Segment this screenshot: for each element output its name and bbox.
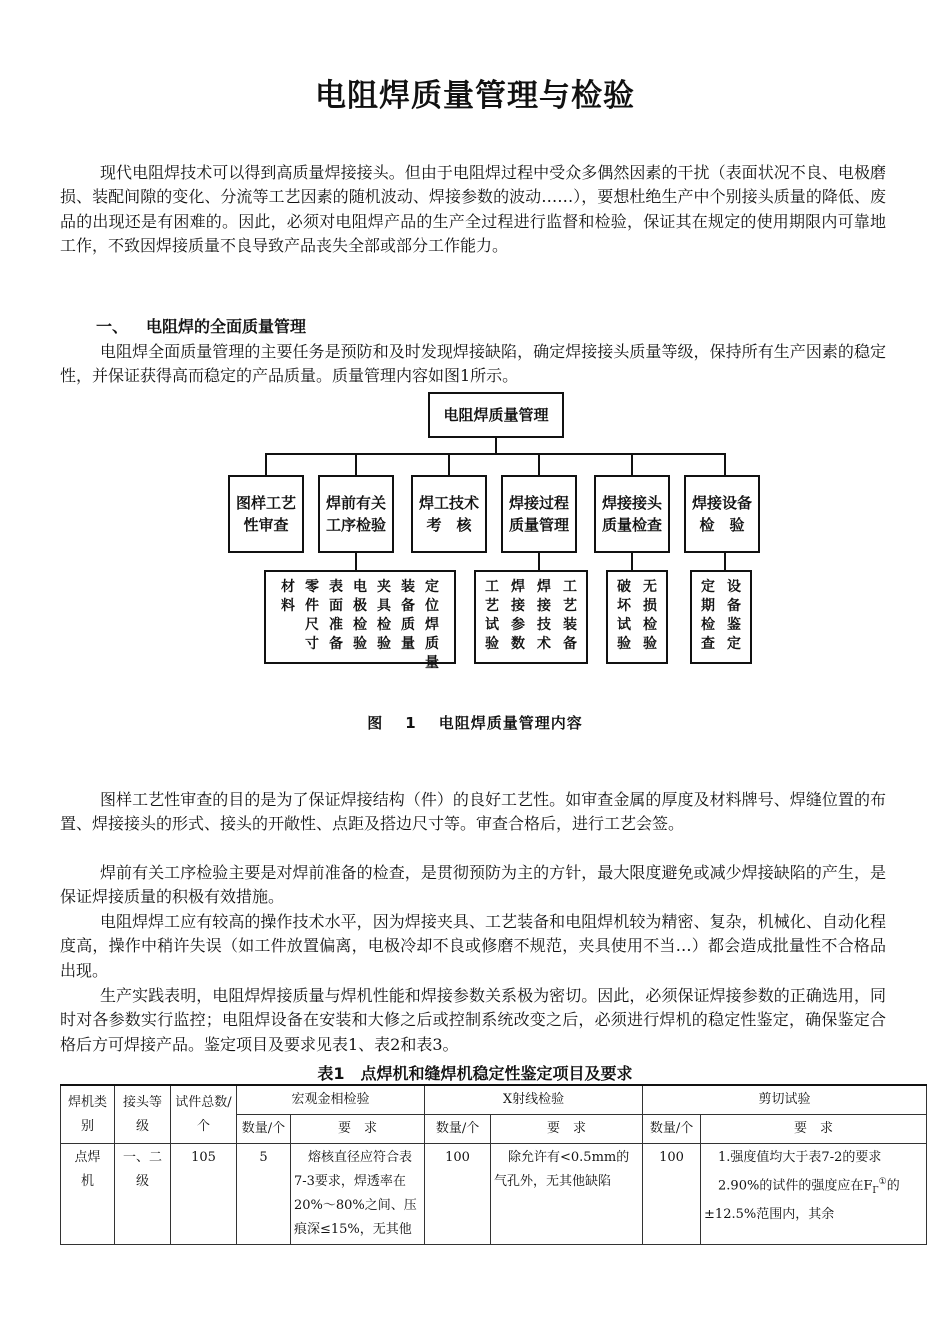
- cell-shear-req: 1.强度值均大于表7-2的要求 2.90%的试件的强度应在$F_\Gamma^①$的±12.5%范围内，其余: [701, 1144, 927, 1245]
- chart-connector: [631, 453, 633, 475]
- chart-connector: [538, 453, 540, 475]
- header-qty: 数量/个: [425, 1115, 491, 1144]
- table-row: [61, 1144, 927, 1245]
- leaf-joint-items: [606, 570, 668, 664]
- leaf-item: 电极检验: [353, 579, 367, 652]
- leaf-item: 装备质量: [401, 579, 415, 652]
- header-req: 要 求: [701, 1115, 927, 1144]
- figure-caption: 图 1 电阻焊质量管理内容: [367, 714, 583, 732]
- chart-connector: [355, 453, 357, 475]
- leaf-item: 夹具检验: [377, 579, 391, 652]
- chart-root-box: 电阻焊质量管理: [428, 392, 564, 438]
- header-macro: 宏观金相检验: [237, 1085, 425, 1115]
- cell-total-specimens: 105: [171, 1144, 237, 1245]
- table-caption: 表1 点焊机和缝焊机稳定性鉴定项目及要求: [317, 1064, 633, 1083]
- header-xray: X射线检验: [425, 1085, 643, 1115]
- leaf-item: 焊接参数: [511, 579, 525, 652]
- section-paragraph: 电阻焊全面质量管理的主要任务是预防和及时发现焊接缺陷，确定焊接接头质量等级，保持所有生产因素的稳定性，并保证获得高而稳定的产品质量。质量管理内容如图1所示。: [60, 342, 886, 386]
- header-req: 要 求: [291, 1115, 425, 1144]
- header-req: 要 求: [491, 1115, 643, 1144]
- leaf-item: 破坏试验: [617, 579, 631, 652]
- chart-connector: [265, 453, 267, 475]
- leaf-item: 焊接技术: [537, 579, 551, 652]
- quality-management-chart: [220, 392, 760, 682]
- section-title: 电阻焊的全面质量管理: [146, 317, 307, 336]
- branch-welder-assessment: 焊工技术 考 核: [411, 475, 487, 553]
- leaf-item: 定期检查: [701, 579, 715, 652]
- page-title: 电阻焊质量管理与检验: [315, 78, 635, 114]
- leaf-item: 表面准备: [329, 579, 343, 652]
- chart-connector: [495, 438, 497, 454]
- leaf-item: 设备鉴定: [727, 579, 741, 652]
- leaf-item: 工艺试验: [485, 579, 499, 652]
- cell-macro-req: 熔核直径应符合表7-3要求，焊透率在20%～80%之间、压痕深≤15%，无其他: [291, 1144, 425, 1245]
- leaf-process-items: [474, 570, 588, 664]
- leaf-item: 定位焊质量: [425, 579, 439, 671]
- header-qty: 数量/个: [237, 1115, 291, 1144]
- header-machine-type: 焊机类别: [61, 1085, 115, 1144]
- branch-pre-weld-inspection: 焊前有关 工序检验: [318, 475, 394, 553]
- chart-connector: [724, 453, 726, 475]
- leaf-item: 无损检验: [643, 579, 657, 652]
- cell-xray-req: 除允许有<0.5mm的气孔外，无其他缺陷: [491, 1144, 643, 1245]
- body-paragraph: 图样工艺性审查的目的是为了保证焊接结构（件）的良好工艺性。如审查金属的厚度及材料牌号、焊缝位置的布置、焊接接头的形式、接头的开敞性、点距及搭边尺寸等。审查合格后，进行工艺会签。: [60, 790, 886, 834]
- header-qty: 数量/个: [643, 1115, 701, 1144]
- leaf-item: 零件尺寸: [305, 579, 319, 652]
- leaf-pre-weld-items: [264, 570, 456, 671]
- body-paragraph: 焊前有关工序检验主要是对焊前准备的检查，是贯彻预防为主的方针，最大限度避免或减少焊接缺陷的产生，是保证焊接质量的积极有效措施。: [60, 863, 886, 907]
- header-joint-grade: 接头等级: [115, 1085, 171, 1144]
- section-number: 一、: [96, 317, 129, 336]
- body-paragraph: 生产实践表明，电阻焊焊接质量与焊机性能和焊接参数关系极为密切。因此，必须保证焊接参数的正确选用，同时对各参数实行监控；电阻焊设备在安装和大修之后或控制系统改变之后，必须进行焊机的稳定性鉴定，确保鉴定合格后方可焊接产品。鉴定项目及要求见表1、表2和表3。: [60, 986, 886, 1054]
- section-heading: [96, 314, 306, 337]
- cell-joint-grade: 一、二级: [115, 1144, 171, 1245]
- header-total-specimens: 试件总数/个: [171, 1085, 237, 1144]
- branch-process-control: 焊接过程 质量管理: [501, 475, 577, 553]
- cell-shear-qty: 100: [643, 1144, 701, 1245]
- chart-connector: [448, 453, 450, 475]
- intro-paragraph: 现代电阻焊技术可以得到高质量焊接接头。但由于电阻焊过程中受众多偶然因素的干扰（表面状况不良、电极磨损、装配间隙的变化、分流等工艺因素的随机波动、焊接参数的波动……），要想杜绝生产中个别接头质量的降低、废品的出现还是有困难的。因此，必须对电阻焊产品的生产全过程进行监督和检验，保证其在规定的使用期限内可靠地工作，不致因焊接质量不良导致产品丧失全部或部分工作能力。: [60, 163, 886, 256]
- cell-xray-qty: 100: [425, 1144, 491, 1245]
- chart-connector: [265, 453, 726, 455]
- leaf-item: 材 料: [281, 579, 309, 614]
- body-paragraph: 电阻焊焊工应有较高的操作技术水平，因为焊接夹具、工艺装备和电阻焊机较为精密、复杂，机械化、自动化程度高，操作中稍许失误（如工件放置偏离，电极冷却不良或修磨不规范，夹具使用不当…）都会造成批量性不合格品出现。: [60, 912, 886, 980]
- branch-drawing-review: 图样工艺 性审查: [228, 475, 304, 553]
- header-shear: 剪切试验: [643, 1085, 927, 1115]
- branch-equipment-inspection: 焊接设备 检 验: [684, 475, 760, 553]
- leaf-equipment-items: [690, 570, 752, 664]
- leaf-item: 工艺装备: [563, 579, 577, 652]
- cell-machine-type: 点焊机: [61, 1144, 115, 1245]
- stability-table: [60, 1084, 927, 1245]
- branch-joint-inspection: 焊接接头 质量检查: [594, 475, 670, 553]
- cell-macro-qty: 5: [237, 1144, 291, 1245]
